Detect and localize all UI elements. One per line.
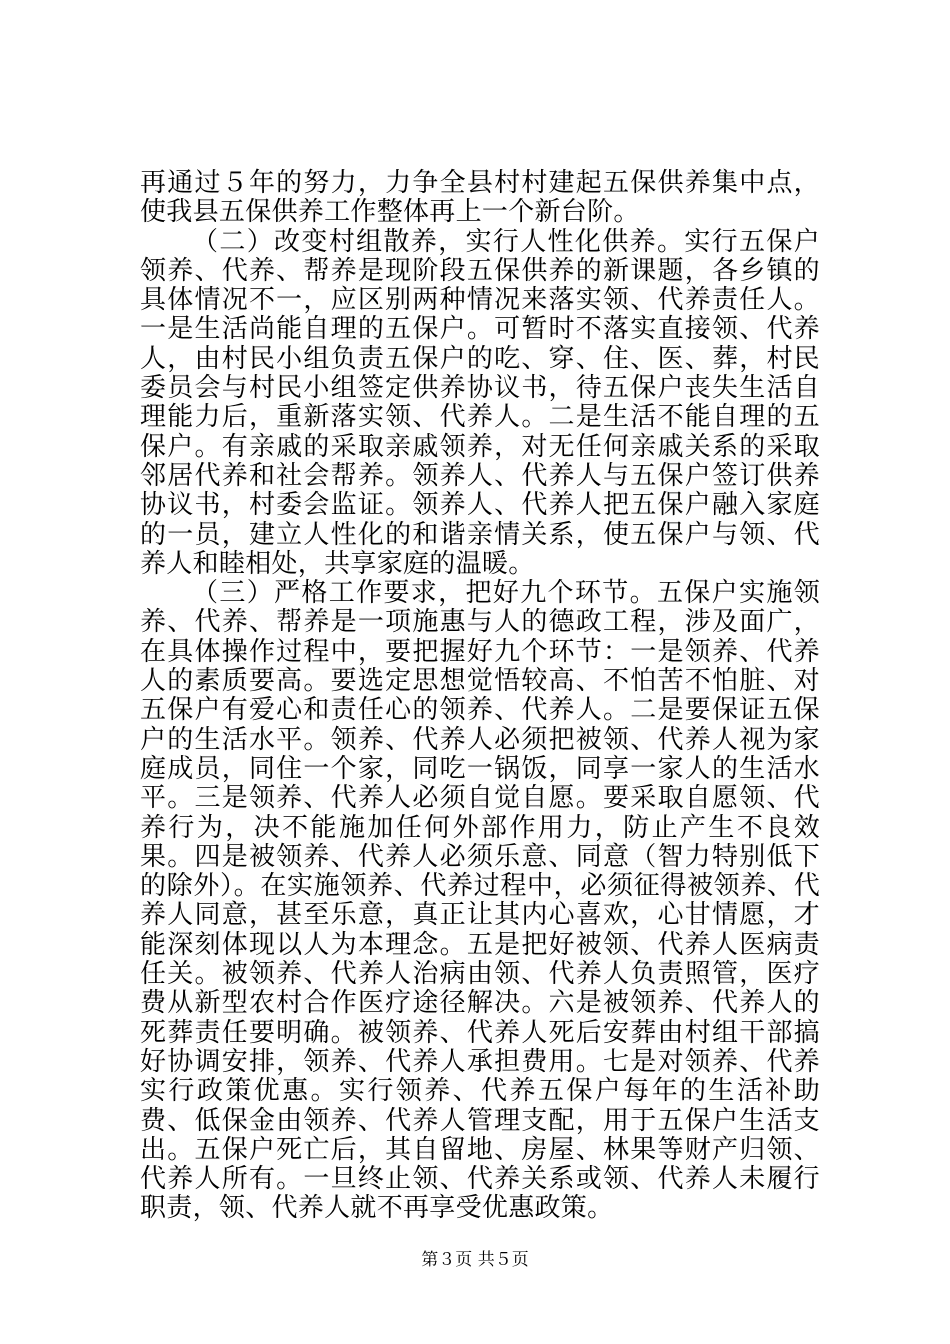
paragraph-section-2: （二）改变村组散养，实行人性化供养。实行五保户领养、代养、帮养是现阶段五保供养的新课题，各乡镇的具体情况不一，应区别两种情况来落实领、代养责任人。一是生活尚能自理的五保户。可暂时不落实直接领、代养人，由村民小组负责五保户的吃、穿、住、医、葬，村民委员会与村民小组签定供养协议书，待五保户丧失生活自理能力后，重新落实领、代养人。二是生活不能自理的五保户。有亲戚的采取亲戚领养，对无任何亲戚关系的采取邻居代养和社会帮养。领养人、代养人与五保户签订供养协议书，村委会监证。领养人、代养人把五保户融入家庭的一员，建立人性化的和谐亲情关系，使五保户与领、代养人和睦相处，共享家庭的温暖。 bbox=[140, 226, 820, 579]
document-body bbox=[140, 169, 820, 1224]
paragraph-section-3: （三）严格工作要求，把好九个环节。五保户实施领养、代养、帮养是一项施惠与人的德政工程，涉及面广，在具体操作过程中，要把握好九个环节：一是领养、代养人的素质要高。要选定思想觉悟较高、不怕苦不怕脏、对五保户有爱心和责任心的领养、代养人。二是要保证五保户的生活水平。领养、代养人必须把被领、代养人视为家庭成员，同住一个家，同吃一锅饭，同享一家人的生活水平。三是领养、代养人必须自觉自愿。要采取自愿领、代养行为，决不能施加任何外部作用力，防止产生不良效果。四是被领养、代养人必须乐意、同意（智力特别低下的除外）。在实施领养、代养过程中，必须征得被领养、代养人同意，甚至乐意，真正让其内心喜欢，心甘情愿，才能深刻体现以人为本理念。五是把好被领、代养人医病责任关。被领养、代养人治病由领、代养人负责照管，医疗费从新型农村合作医疗途径解决。六是被领养、代养人的死葬责任要明确。被领养、代养人死后安葬由村组干部搞好协调安排，领养、代养人承担费用。七是对领养、代养实行政策优惠。实行领养、代养五保户每年的生活补助费、低保金由领养、代养人管理支配，用于五保户生活支出。五保户死亡后，其自留地、房屋、林果等财产归领、代养人所有。一旦终止领、代养关系或领、代养人未履行职责，领、代养人就不再享受优惠政策。 bbox=[140, 578, 820, 1224]
paragraph-continuation: 再通过５年的努力，力争全县村村建起五保供养集中点，使我县五保供养工作整体再上一个新台阶。 bbox=[140, 168, 820, 228]
page-footer: 第３页 共５页 bbox=[421, 1250, 529, 1270]
